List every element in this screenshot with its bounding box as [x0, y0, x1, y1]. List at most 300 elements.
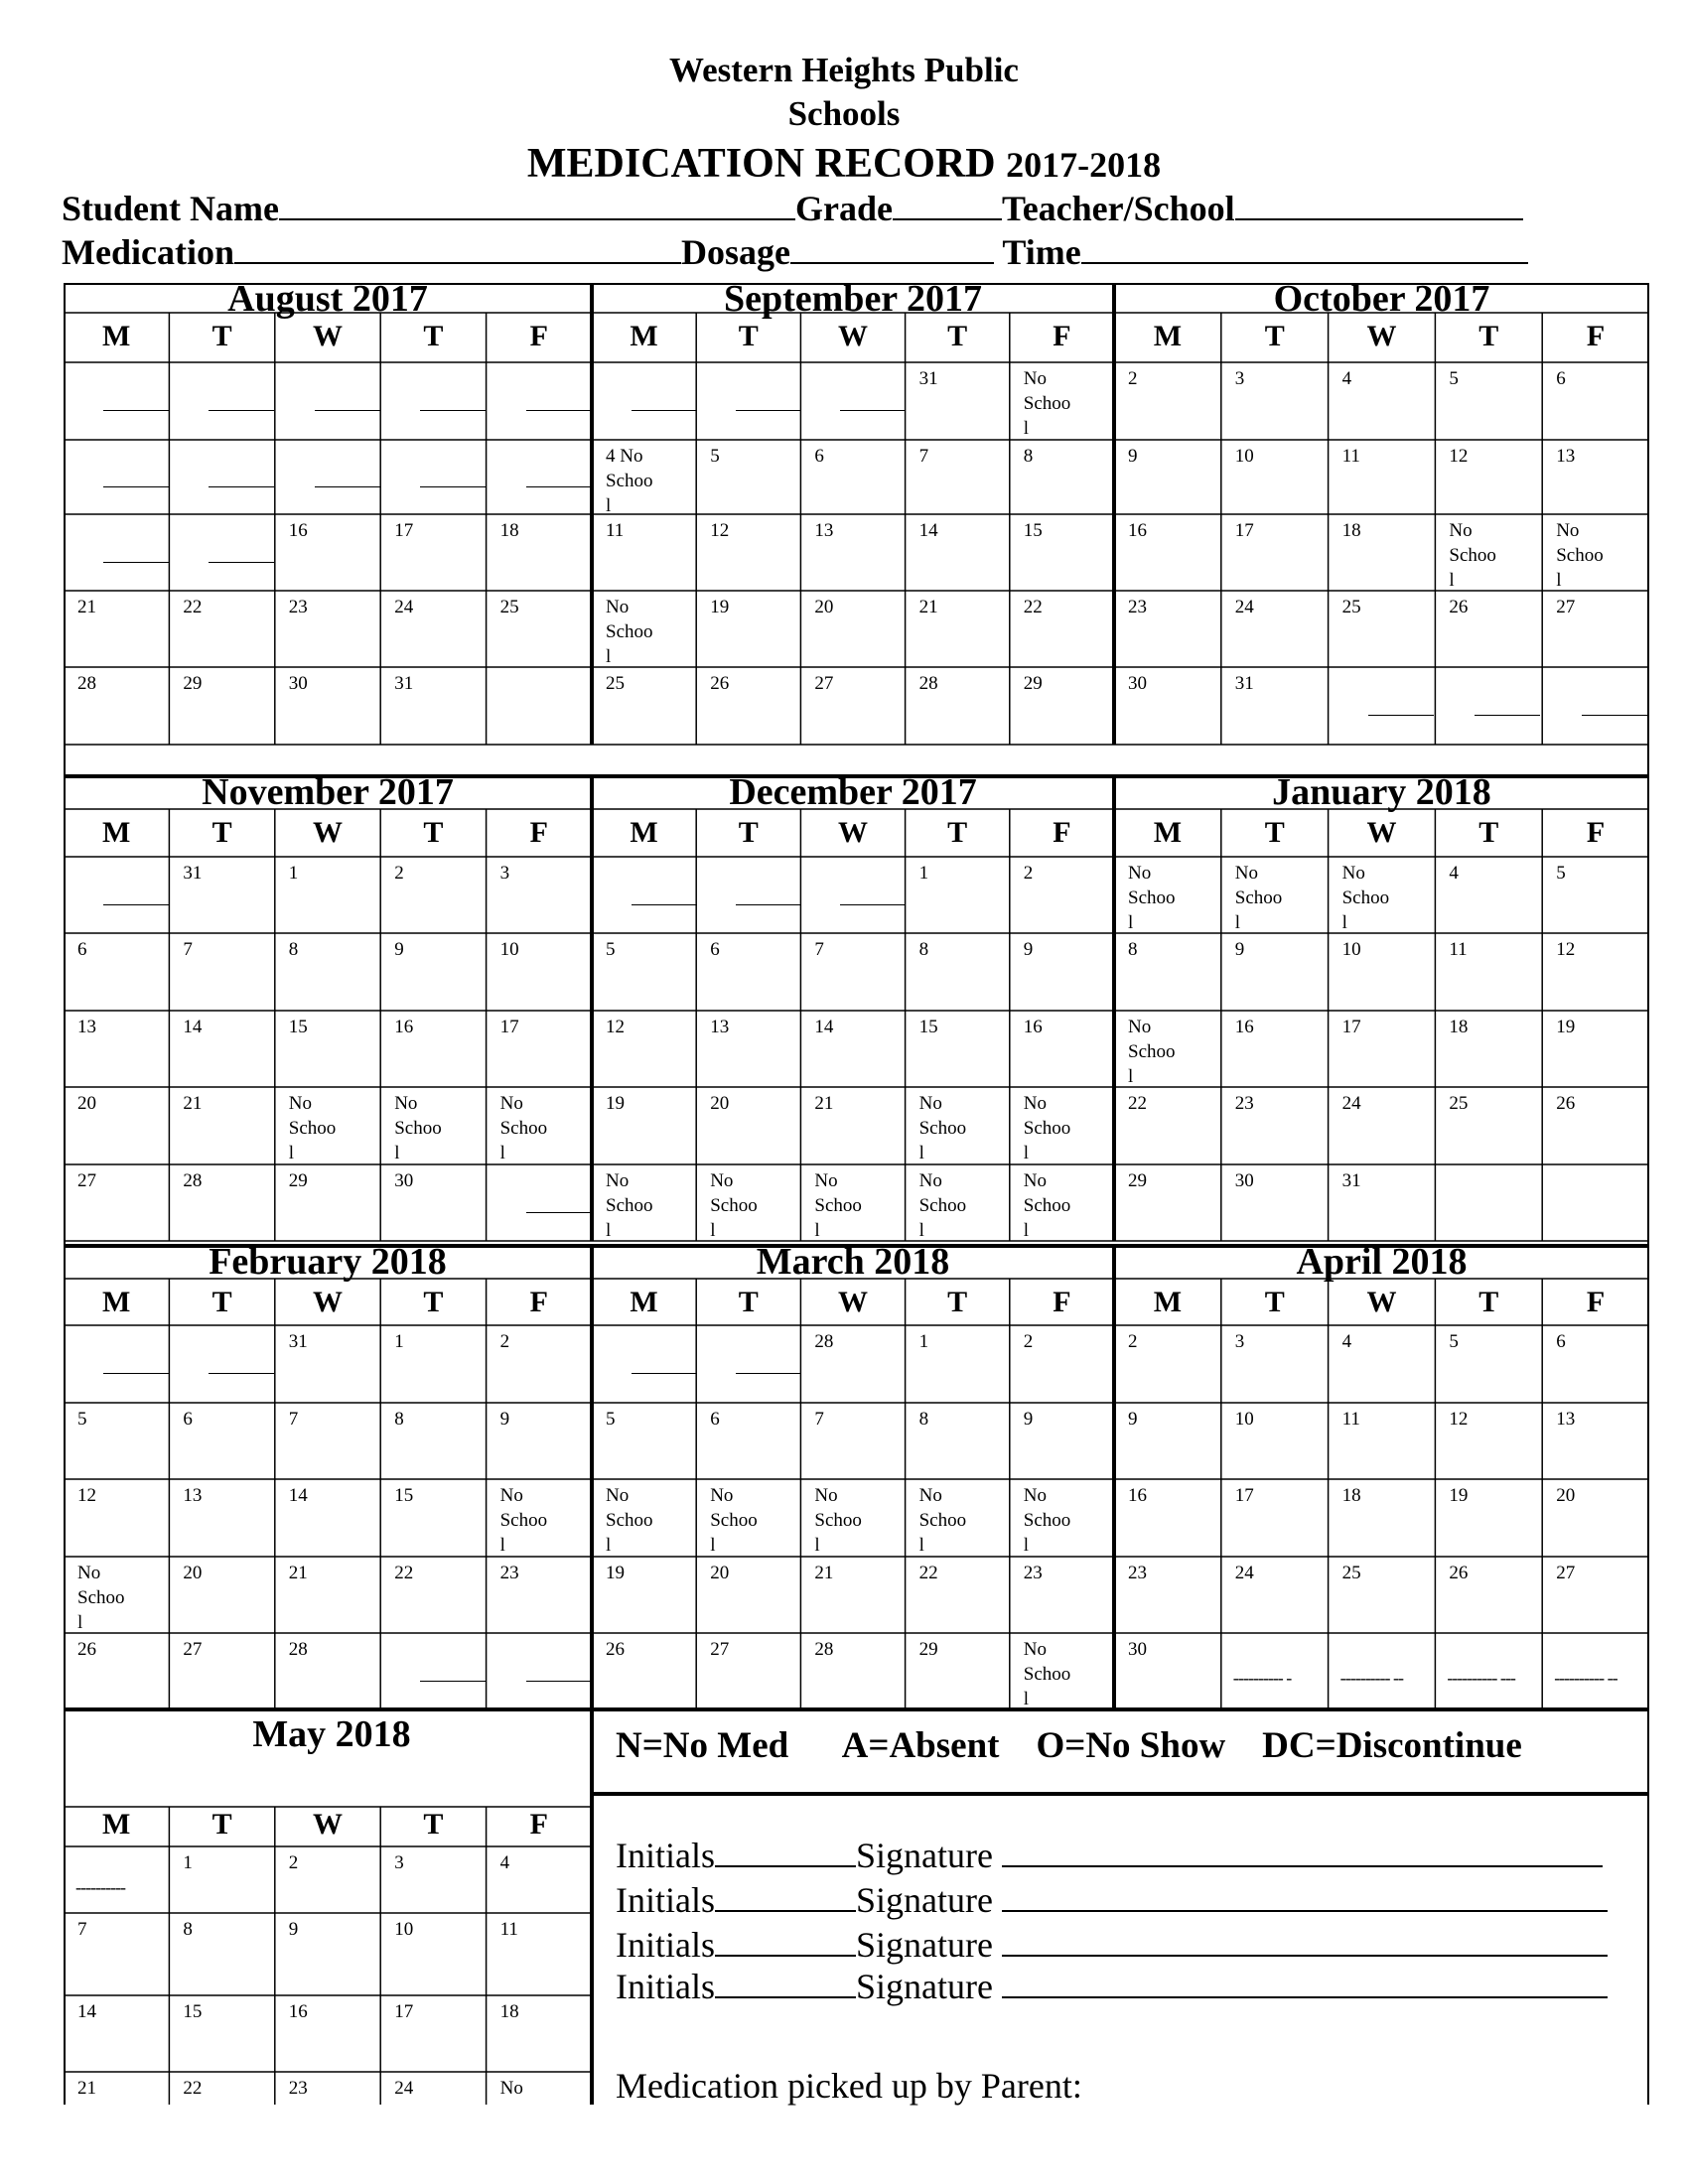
day-cell[interactable]: 19	[710, 597, 730, 617]
day-cell[interactable]: 8	[918, 939, 929, 960]
day-cell[interactable]: 10	[499, 939, 519, 960]
signature-field[interactable]	[1002, 1880, 1608, 1912]
no-school-cell[interactable]: 4 No Schoo l	[606, 446, 653, 516]
day-cell[interactable]: 16	[1023, 1017, 1043, 1037]
day-cell[interactable]	[169, 1325, 274, 1403]
month-title: April 2018	[1296, 1241, 1468, 1283]
day-cell[interactable]: 27	[814, 673, 834, 694]
time-label: Time	[1002, 232, 1081, 272]
day-cell[interactable]: 10	[1341, 939, 1361, 960]
day-cell[interactable]: 7	[814, 1409, 824, 1430]
weekday-header: F	[1053, 816, 1071, 849]
weekday-header: W	[1366, 1286, 1397, 1318]
day-cell[interactable]: 1	[183, 1852, 193, 1873]
signature-label: Signature	[855, 1925, 993, 1965]
day-cell[interactable]: 15	[1023, 520, 1043, 541]
day-cell[interactable]	[169, 362, 274, 440]
signature-field[interactable]	[1002, 1925, 1608, 1957]
weekday-header: T	[1478, 816, 1499, 849]
day-cell[interactable]: 28	[814, 1639, 834, 1660]
day-cell[interactable]: 29	[1128, 1170, 1147, 1191]
day-cell[interactable]	[487, 440, 592, 514]
no-school-cell[interactable]: No Schoo l	[606, 1485, 653, 1556]
legend: N=No Med A=Absent O=No Show DC=Discontinue	[616, 1725, 1522, 1766]
month-title: March 2018	[756, 1241, 950, 1283]
day-cell[interactable]: 20	[814, 597, 834, 617]
day-cell[interactable]: 31	[394, 673, 414, 694]
day-cell[interactable]	[169, 440, 274, 514]
day-cell[interactable]	[487, 362, 592, 440]
day-cell[interactable]: 13	[814, 520, 834, 541]
day-cell[interactable]: 12	[710, 520, 730, 541]
day-cell[interactable]: 8	[288, 939, 299, 960]
day-cell[interactable]	[1435, 1164, 1542, 1241]
day-cell[interactable]: 3	[1234, 1331, 1245, 1352]
student-name-label: Student Name	[62, 189, 280, 228]
day-cell[interactable]: 15	[183, 2001, 203, 2022]
day-cell[interactable]: 16	[1128, 520, 1147, 541]
day-cell[interactable]: 23	[1023, 1563, 1043, 1583]
weekday-header: M	[102, 1808, 131, 1841]
weekday-header: T	[211, 1808, 232, 1841]
signature-field[interactable]	[1002, 1967, 1608, 1998]
month-title: November 2017	[202, 771, 454, 813]
day-cell[interactable]: 21	[183, 1093, 203, 1114]
day-cell[interactable]: 10	[1234, 446, 1254, 467]
day-cell[interactable]: 25	[1341, 1563, 1361, 1583]
day-cell[interactable]: 25	[499, 597, 519, 617]
day-cell[interactable]: 7	[183, 939, 193, 960]
day-cell[interactable]	[592, 857, 696, 933]
day-cell[interactable]: 2	[1128, 368, 1138, 389]
day-cell[interactable]: 17	[1234, 520, 1254, 541]
no-school-cell[interactable]: No Schoo l	[1128, 863, 1176, 933]
day-cell[interactable]: 24	[1234, 1563, 1254, 1583]
day-cell[interactable]: 3	[499, 863, 510, 884]
no-school-cell[interactable]: No Schoo l	[1341, 863, 1390, 933]
day-cell[interactable]: 3	[394, 1852, 404, 1873]
day-cell[interactable]: 27	[1556, 1563, 1576, 1583]
day-cell[interactable]: 4	[1341, 1331, 1352, 1352]
day-cell[interactable]: 24	[1341, 1093, 1361, 1114]
time-field[interactable]	[1081, 230, 1528, 264]
day-cell[interactable]: 31	[1234, 673, 1254, 694]
day-cell[interactable]: 14	[77, 2001, 96, 2022]
day-cell[interactable]: 16	[1234, 1017, 1254, 1037]
day-cell[interactable]: 17	[499, 1017, 519, 1037]
day-cell[interactable]: 29	[288, 1170, 308, 1191]
day-cell[interactable]: 9	[1023, 939, 1034, 960]
day-cell[interactable]: 31	[183, 863, 203, 884]
day-cell[interactable]: 26	[1556, 1093, 1576, 1114]
day-cell[interactable]: 29	[183, 673, 203, 694]
signature-label: Signature	[855, 1880, 993, 1920]
no-school-cell[interactable]: No Schoo l	[710, 1170, 758, 1241]
no-school-cell[interactable]: No	[499, 2078, 523, 2099]
day-cell[interactable]: 4	[1341, 368, 1352, 389]
day-cell[interactable]: 21	[814, 1563, 834, 1583]
weekday-header: W	[312, 816, 343, 849]
day-cell[interactable]: 9	[1234, 939, 1245, 960]
initials-label: Initials	[616, 1836, 715, 1875]
day-cell[interactable]: 30	[394, 1170, 414, 1191]
day-cell[interactable]: 17	[1341, 1017, 1361, 1037]
day-cell[interactable]: 5	[606, 939, 616, 960]
weekday-header: W	[1366, 320, 1397, 352]
day-cell[interactable]: 5	[77, 1409, 87, 1430]
day-cell[interactable]: 12	[606, 1017, 625, 1037]
signature-field[interactable]	[1002, 1836, 1603, 1867]
day-cell[interactable]: 14	[288, 1485, 308, 1506]
weekday-header: T	[1264, 320, 1285, 352]
day-cell[interactable]: 9	[1128, 446, 1138, 467]
day-cell[interactable]: 11	[499, 1919, 518, 1940]
day-cell[interactable]: 6	[183, 1409, 193, 1430]
no-school-cell[interactable]: No Schoo l	[1449, 520, 1496, 591]
day-cell[interactable]: 9	[288, 1919, 299, 1940]
day-cell[interactable]: 13	[710, 1017, 730, 1037]
weekday-header: F	[529, 1286, 548, 1318]
day-cell[interactable]: 7	[288, 1409, 299, 1430]
day-cell[interactable]: 10	[1234, 1409, 1254, 1430]
day-cell[interactable]: 14	[918, 520, 938, 541]
day-cell[interactable]: 14	[183, 1017, 203, 1037]
day-cell[interactable]: 13	[77, 1017, 96, 1037]
day-cell[interactable]: 19	[606, 1563, 625, 1583]
day-cell[interactable]: 20	[77, 1093, 96, 1114]
day-cell[interactable]: 12	[77, 1485, 96, 1506]
day-cell[interactable]	[64, 514, 169, 591]
day-cell[interactable]: 21	[918, 597, 938, 617]
no-school-cell[interactable]: No Schoo l	[606, 597, 653, 667]
day-cell[interactable]: 15	[918, 1017, 938, 1037]
day-cell[interactable]: 28	[183, 1170, 203, 1191]
dashed-day-cell[interactable]: ---------- --	[1339, 1668, 1404, 1688]
no-school-cell[interactable]: No Schoo l	[814, 1170, 862, 1241]
no-school-cell[interactable]: No Schoo l	[1023, 1170, 1071, 1241]
day-cell[interactable]: 16	[394, 1017, 414, 1037]
day-cell[interactable]: 1	[394, 1331, 404, 1352]
day-cell[interactable]: 31	[1341, 1170, 1361, 1191]
day-cell[interactable]: 22	[183, 2078, 203, 2099]
weekday-header: W	[837, 816, 868, 849]
day-cell[interactable]: 2	[499, 1331, 510, 1352]
day-cell[interactable]: 23	[288, 2078, 308, 2099]
day-cell[interactable]: 14	[814, 1017, 834, 1037]
dashed-day-cell[interactable]: ---------- ---	[1447, 1668, 1515, 1688]
day-cell[interactable]	[1542, 667, 1649, 745]
day-cell[interactable]: 26	[1449, 597, 1469, 617]
day-cell[interactable]: 12	[1449, 1409, 1469, 1430]
day-cell[interactable]	[696, 1325, 800, 1403]
day-cell[interactable]: 6	[814, 446, 824, 467]
day-cell[interactable]	[1542, 1164, 1649, 1241]
weekday-header: T	[211, 816, 232, 849]
form-title	[0, 139, 1688, 190]
initials-field[interactable]	[715, 1925, 856, 1957]
day-cell[interactable]: 20	[1556, 1485, 1576, 1506]
day-cell[interactable]: 27	[1556, 597, 1576, 617]
initials-field[interactable]	[715, 1967, 856, 1998]
day-cell[interactable]	[64, 857, 169, 933]
day-cell[interactable]: 28	[814, 1331, 834, 1352]
no-school-cell[interactable]: No Schoo l	[918, 1170, 967, 1241]
day-cell[interactable]	[169, 514, 274, 591]
day-cell[interactable]: 23	[1234, 1093, 1254, 1114]
day-cell[interactable]: 18	[1449, 1017, 1469, 1037]
day-cell[interactable]: 11	[1341, 1409, 1360, 1430]
month-title: December 2017	[729, 771, 977, 813]
day-cell[interactable]: 21	[77, 597, 96, 617]
day-cell[interactable]: 22	[183, 597, 203, 617]
day-cell[interactable]	[800, 362, 905, 440]
day-cell[interactable]: 18	[1341, 520, 1361, 541]
day-cell[interactable]	[1329, 667, 1436, 745]
no-school-cell[interactable]: No Schoo l	[1023, 1639, 1071, 1709]
day-cell[interactable]: 16	[288, 2001, 308, 2022]
student-info-row	[62, 187, 1523, 229]
day-cell[interactable]: 2	[1023, 863, 1034, 884]
day-cell[interactable]: 9	[499, 1409, 510, 1430]
day-cell[interactable]	[800, 857, 905, 933]
day-cell[interactable]: 5	[1449, 368, 1459, 389]
day-cell[interactable]	[275, 440, 380, 514]
month-title: September 2017	[724, 278, 982, 320]
day-cell[interactable]: 23	[499, 1563, 519, 1583]
day-cell[interactable]: 27	[77, 1170, 96, 1191]
day-cell[interactable]: 1	[918, 863, 929, 884]
month-title: May 2018	[252, 1713, 411, 1755]
grade-field[interactable]	[893, 187, 1002, 220]
day-cell[interactable]: 15	[288, 1017, 308, 1037]
day-cell[interactable]: 12	[1449, 446, 1469, 467]
day-cell[interactable]: 22	[1023, 597, 1043, 617]
day-cell[interactable]	[487, 667, 592, 745]
day-cell[interactable]	[64, 1325, 169, 1403]
day-cell[interactable]	[64, 362, 169, 440]
day-cell[interactable]	[696, 857, 800, 933]
day-cell[interactable]: 18	[499, 2001, 519, 2022]
day-cell[interactable]: 6	[710, 1409, 720, 1430]
day-cell[interactable]: 21	[77, 2078, 96, 2099]
month-title: February 2018	[209, 1241, 447, 1283]
no-school-cell[interactable]: No Schoo l	[77, 1563, 125, 1633]
no-school-cell[interactable]: No Schoo l	[918, 1093, 967, 1163]
student-name-field[interactable]	[279, 187, 795, 220]
day-cell[interactable]: 29	[918, 1639, 938, 1660]
district-name-line2: Schools	[787, 94, 901, 133]
teacher-school-field[interactable]	[1235, 187, 1523, 220]
day-cell[interactable]: 2	[394, 863, 404, 884]
day-cell[interactable]: 11	[1449, 939, 1468, 960]
day-cell[interactable]: 2	[288, 1852, 299, 1873]
day-cell[interactable]: 6	[77, 939, 87, 960]
day-cell[interactable]: 9	[1023, 1409, 1034, 1430]
day-cell[interactable]: 8	[1023, 446, 1034, 467]
day-cell[interactable]: 20	[183, 1563, 203, 1583]
weekday-header: T	[738, 816, 759, 849]
day-cell[interactable]: 13	[1556, 446, 1576, 467]
initials-field[interactable]	[715, 1836, 856, 1867]
initials-field[interactable]	[715, 1880, 856, 1912]
day-cell[interactable]	[487, 1633, 592, 1709]
day-cell[interactable]: 1	[918, 1331, 929, 1352]
day-cell[interactable]: 8	[394, 1409, 404, 1430]
day-cell[interactable]	[1435, 667, 1542, 745]
day-cell[interactable]: 24	[394, 2078, 414, 2099]
day-cell[interactable]: 9	[1128, 1409, 1138, 1430]
day-cell[interactable]	[380, 362, 486, 440]
weekday-header: W	[312, 1808, 343, 1841]
no-school-cell[interactable]: No Schoo l	[1023, 1093, 1071, 1163]
day-cell[interactable]: 11	[1341, 446, 1360, 467]
no-school-cell[interactable]: No Schoo l	[918, 1485, 967, 1556]
day-cell[interactable]: 2	[1128, 1331, 1138, 1352]
signature-row	[616, 1966, 1608, 2007]
day-cell[interactable]: 28	[288, 1639, 308, 1660]
day-cell[interactable]: 1	[288, 863, 299, 884]
day-cell[interactable]	[64, 440, 169, 514]
day-cell[interactable]: 6	[1556, 368, 1566, 389]
day-cell[interactable]: 19	[1556, 1017, 1576, 1037]
day-cell[interactable]	[696, 362, 800, 440]
no-school-cell[interactable]: No Schoo l	[499, 1485, 548, 1556]
day-cell[interactable]: 30	[288, 673, 308, 694]
day-cell[interactable]: 15	[394, 1485, 414, 1506]
weekday-header: F	[529, 1808, 548, 1841]
day-cell[interactable]: 17	[1234, 1485, 1254, 1506]
day-cell[interactable]: 6	[1556, 1331, 1566, 1352]
day-cell[interactable]: 30	[1234, 1170, 1254, 1191]
weekday-header: M	[102, 1286, 131, 1318]
dashed-day-cell[interactable]: ---------- -	[1232, 1668, 1292, 1688]
day-cell[interactable]: 8	[183, 1919, 193, 1940]
day-cell[interactable]: 26	[1449, 1563, 1469, 1583]
day-cell[interactable]: 28	[77, 673, 96, 694]
day-cell[interactable]: 21	[288, 1563, 308, 1583]
no-school-cell[interactable]: No Schoo l	[710, 1485, 758, 1556]
no-school-cell[interactable]: No Schoo l	[1023, 368, 1071, 439]
day-cell[interactable]: 26	[77, 1639, 96, 1660]
day-cell[interactable]: 31	[288, 1331, 308, 1352]
day-cell[interactable]: 25	[1341, 597, 1361, 617]
day-cell[interactable]: 26	[710, 673, 730, 694]
day-cell[interactable]: 5	[1449, 1331, 1459, 1352]
day-cell[interactable]: 11	[606, 520, 625, 541]
weekday-header: W	[837, 1286, 868, 1318]
day-cell[interactable]: 30	[1128, 1639, 1147, 1660]
medication-field[interactable]	[234, 230, 681, 264]
day-cell[interactable]: 29	[1023, 673, 1043, 694]
day-cell[interactable]: 22	[394, 1563, 414, 1583]
day-cell[interactable]: 5	[606, 1409, 616, 1430]
day-cell[interactable]: 18	[499, 520, 519, 541]
no-school-cell[interactable]: No Schoo l	[814, 1485, 862, 1556]
day-cell[interactable]: 10	[394, 1919, 414, 1940]
day-cell[interactable]: 4	[1449, 863, 1459, 884]
day-cell[interactable]: 23	[1128, 1563, 1147, 1583]
signature-row	[616, 1924, 1608, 1966]
day-cell[interactable]: 24	[394, 597, 414, 617]
day-cell[interactable]: 5	[1556, 863, 1566, 884]
day-cell[interactable]: 3	[1234, 368, 1245, 389]
weekday-header: T	[211, 320, 232, 352]
weekday-header: T	[423, 1286, 444, 1318]
weekday-header: W	[312, 1286, 343, 1318]
day-cell[interactable]: 17	[394, 2001, 414, 2022]
day-cell[interactable]	[380, 440, 486, 514]
day-cell[interactable]: 7	[918, 446, 929, 467]
day-cell[interactable]: 31	[918, 368, 938, 389]
day-cell[interactable]: 7	[814, 939, 824, 960]
day-cell[interactable]: 17	[394, 520, 414, 541]
no-school-cell[interactable]: No Schoo l	[1234, 863, 1283, 933]
day-cell[interactable]: 12	[1556, 939, 1576, 960]
day-cell[interactable]	[275, 362, 380, 440]
no-school-cell[interactable]: No Schoo l	[1556, 520, 1604, 591]
day-cell[interactable]	[487, 1164, 592, 1241]
day-cell[interactable]: 19	[1449, 1485, 1469, 1506]
day-cell[interactable]	[592, 362, 696, 440]
day-cell[interactable]: 18	[1341, 1485, 1361, 1506]
day-cell[interactable]: 24	[1234, 597, 1254, 617]
day-cell[interactable]	[380, 1633, 486, 1709]
no-school-cell[interactable]: No Schoo l	[606, 1170, 653, 1241]
no-school-cell[interactable]: No Schoo l	[499, 1093, 548, 1163]
day-cell[interactable]: 16	[288, 520, 308, 541]
dosage-field[interactable]	[790, 230, 994, 264]
day-cell[interactable]: 13	[183, 1485, 203, 1506]
day-cell[interactable]: 7	[77, 1919, 87, 1940]
day-cell[interactable]: 25	[606, 673, 625, 694]
no-school-cell[interactable]: No Schoo l	[1128, 1017, 1176, 1087]
day-cell[interactable]: 5	[710, 446, 720, 467]
day-cell[interactable]: 25	[1449, 1093, 1469, 1114]
day-cell[interactable]: 20	[710, 1093, 730, 1114]
day-cell[interactable]: 8	[918, 1409, 929, 1430]
dashed-day-cell[interactable]: ----------	[75, 1877, 125, 1897]
day-cell[interactable]	[592, 1325, 696, 1403]
day-cell[interactable]: 30	[1128, 673, 1147, 694]
day-cell[interactable]: 8	[1128, 939, 1138, 960]
day-cell[interactable]: 23	[1128, 597, 1147, 617]
no-school-cell[interactable]: No Schoo l	[1023, 1485, 1071, 1556]
day-cell[interactable]: 23	[288, 597, 308, 617]
day-cell[interactable]: 22	[918, 1563, 938, 1583]
dashed-day-cell[interactable]: ---------- --	[1554, 1668, 1618, 1688]
day-cell[interactable]: 26	[606, 1639, 625, 1660]
day-cell[interactable]: 13	[1556, 1409, 1576, 1430]
day-cell[interactable]: 19	[606, 1093, 625, 1114]
weekday-header: T	[1264, 1286, 1285, 1318]
no-school-cell[interactable]: No Schoo l	[288, 1093, 337, 1163]
day-cell[interactable]: 6	[710, 939, 720, 960]
day-cell[interactable]: 27	[710, 1639, 730, 1660]
day-cell[interactable]: 4	[499, 1852, 510, 1873]
day-cell[interactable]: 22	[1128, 1093, 1147, 1114]
weekday-header: F	[529, 320, 548, 352]
day-cell[interactable]: 28	[918, 673, 938, 694]
day-cell[interactable]: 20	[710, 1563, 730, 1583]
day-cell[interactable]: 27	[183, 1639, 203, 1660]
weekday-header: T	[423, 1808, 444, 1841]
day-cell[interactable]: 21	[814, 1093, 834, 1114]
day-cell[interactable]: 9	[394, 939, 404, 960]
day-cell[interactable]: 16	[1128, 1485, 1147, 1506]
weekday-header: F	[1053, 320, 1071, 352]
day-cell[interactable]: 2	[1023, 1331, 1034, 1352]
no-school-cell[interactable]: No Schoo l	[394, 1093, 442, 1163]
